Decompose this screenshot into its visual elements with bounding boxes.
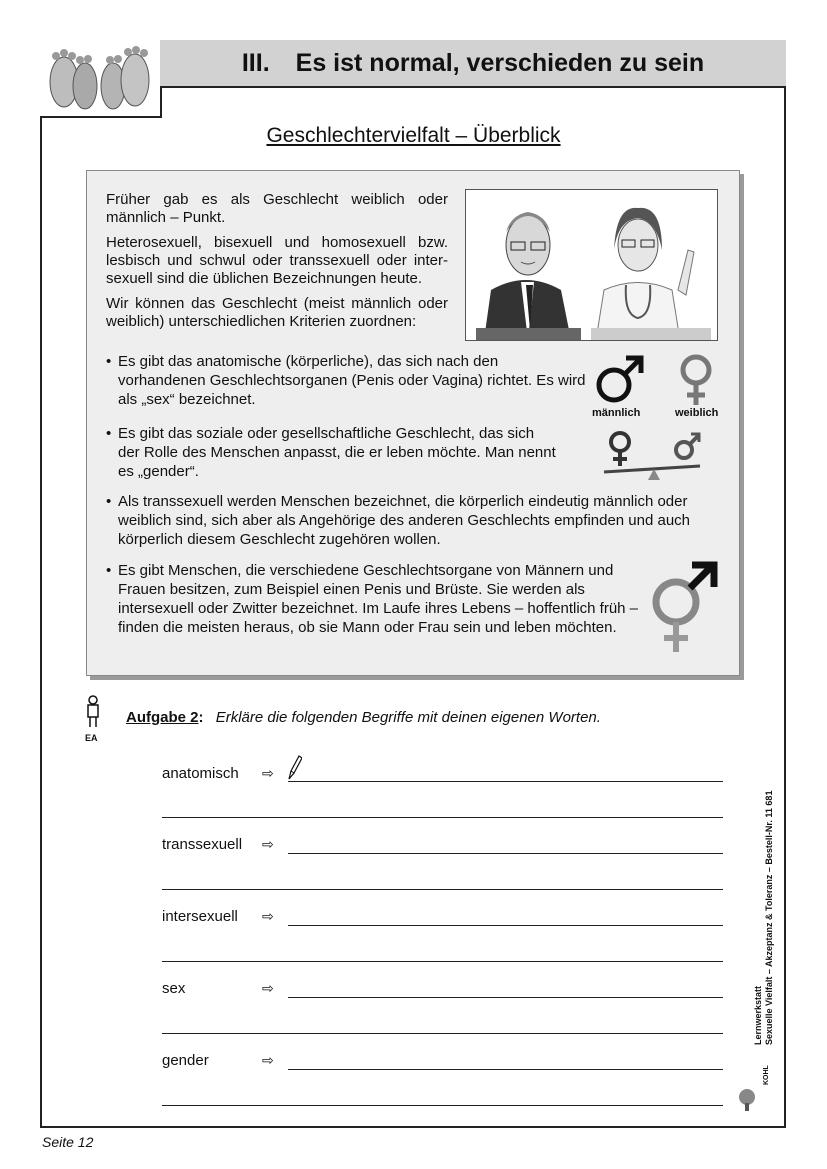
bullet-item: • Es gibt das anatomische (körperliche), das sich nach den vorhandenen Geschlechtsorganen (Penis oder Vagina) richtet. Es wird als „sex“ bezeichnet. — [106, 352, 588, 409]
answer-line[interactable] — [288, 781, 723, 782]
gender-balance-icon — [600, 428, 704, 484]
answer-line[interactable] — [288, 997, 723, 998]
term-label: transsexuell — [162, 836, 243, 853]
female-label: weiblich — [675, 407, 719, 419]
intro-paragraph: Wir können das Geschlecht (meist männlich oder weiblich) unterschiedlichen Kriterien zuordnen: — [106, 295, 448, 330]
arrow-icon: ⇨ — [262, 765, 274, 781]
arrow-icon: ⇨ — [262, 836, 274, 852]
task-heading — [126, 709, 601, 726]
bullet-item: • Es gibt das soziale oder gesellschaftliche Geschlecht, das sich der Rolle des Menschen anpasst, die er leben möchte. Man nennt es „gender“. — [106, 424, 558, 481]
intro-paragraph: Heterosexuell, bisexuell und homosexuell bzw. lesbisch und schwul oder transsexuell oder inter-sexuell sind die üblichen Bezeichnungen heute. — [106, 234, 448, 287]
term-label: gender — [162, 1052, 209, 1069]
feet-image — [40, 40, 162, 118]
book-info: Sexuelle Vielfalt – Akzeptanz & Toleranz – Bestell-Nr. 11 681 — [764, 790, 774, 1045]
chapter-title: Es ist normal, verschieden zu sein — [295, 48, 705, 77]
intro-text — [106, 191, 448, 338]
pencil-icon — [286, 753, 302, 781]
series-name: Lernwerkstatt — [753, 985, 763, 1045]
task-instruction: Erkläre die folgenden Begriffe mit deinen eigenen Worten. — [215, 709, 601, 726]
term-label: sex — [162, 980, 186, 997]
answer-line[interactable] — [288, 1069, 723, 1070]
answer-line[interactable] — [162, 961, 723, 962]
term-label: anatomisch — [162, 765, 239, 782]
term-label: intersexuell — [162, 908, 238, 925]
publisher-sidebar — [748, 745, 784, 1085]
tree-logo-icon — [738, 1088, 756, 1112]
arrow-icon: ⇨ — [262, 980, 274, 996]
arrow-icon: ⇨ — [262, 908, 274, 924]
publisher-logo: KOHL — [763, 1065, 770, 1085]
doctors-illustration — [465, 189, 718, 341]
male-symbol-icon — [594, 355, 644, 405]
intersex-symbol-icon — [648, 560, 720, 654]
chapter-header — [160, 40, 786, 88]
female-symbol-icon — [676, 353, 716, 407]
arrow-icon: ⇨ — [262, 1052, 274, 1068]
answer-line[interactable] — [162, 817, 723, 818]
answer-line[interactable] — [288, 853, 723, 854]
bullet-item: • Als transsexuell werden Menschen bezeichnet, die körperlich eindeutig männlich oder weiblich sind, sich aber als Angehörige des anderen Geschlechts empfinden und auch körperlich diesem Geschlecht zugehören wollen. — [106, 492, 718, 549]
page-number: Seite 12 — [42, 1134, 94, 1150]
male-label: männlich — [592, 407, 641, 419]
bullet-item: • Es gibt Menschen, die verschiedene Geschlechtsorgane von Männern und Frauen besitzen, zum Beispiel einen Penis und Brüste. Sie werden als intersexuell oder Zwitter bezeichnet. Im Laufe ihres Lebens – hoffentlich früh – finden die meisten heraus, ob sie Mann oder Frau sein und leben möchten. — [106, 561, 648, 637]
task-colon: : — [198, 709, 204, 726]
answer-line[interactable] — [162, 889, 723, 890]
intro-paragraph: Früher gab es als Geschlecht weiblich oder männlich – Punkt. — [106, 191, 448, 226]
chapter-number: III. — [241, 48, 270, 77]
answer-line[interactable] — [162, 1105, 723, 1106]
answer-line[interactable] — [288, 925, 723, 926]
answer-line[interactable] — [162, 1033, 723, 1034]
task-label: Aufgabe 2 — [126, 709, 199, 726]
ea-label: EA — [85, 733, 98, 743]
page-subtitle: Geschlechtervielfalt – Überblick — [266, 124, 561, 147]
